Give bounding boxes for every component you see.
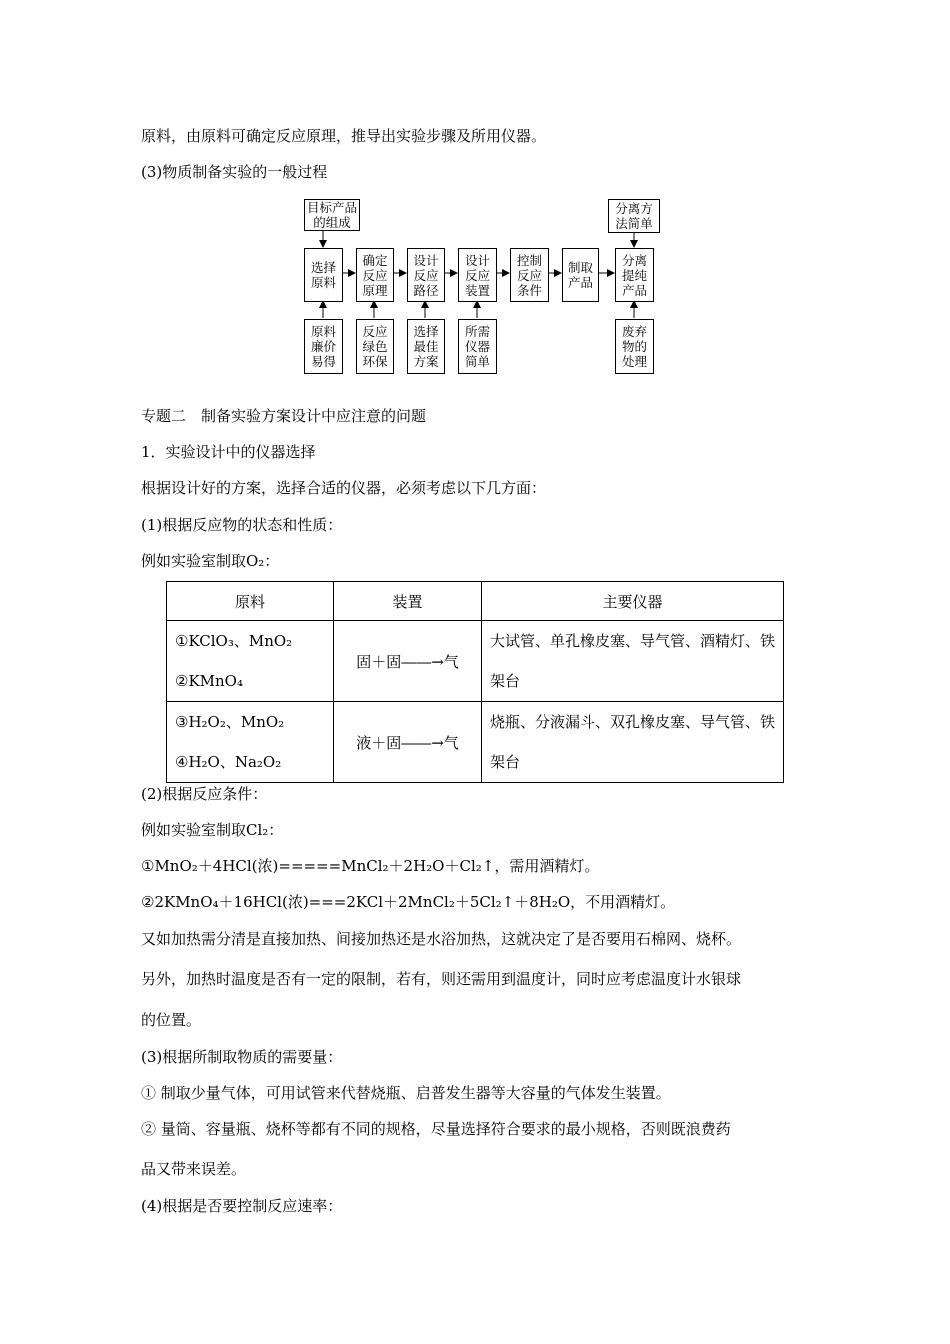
section3-title: (3)物质制备实验的一般过程 [141, 163, 328, 181]
bottom-box-1: 原料 廉价 易得 [304, 319, 343, 374]
para1: 根据设计好的方案，选择合适的仪器，必须考虑以下几方面： [141, 479, 547, 497]
material-item: ③H₂O₂、MnO₂ [175, 713, 285, 731]
materials-cell [167, 621, 334, 702]
bottom-box-4: 所需 仪器 简单 [458, 319, 497, 374]
heating-line-2: 另外，加热时温度是否有一定的限制，若有，则还需用到温度计，同时应考虑温度计水银球 [141, 970, 742, 988]
flow-step-4: 设计 反应 装置 [458, 248, 497, 302]
flow-step-2: 确定 反应 原理 [356, 248, 394, 302]
separation-method-box: 分离方 法简单 [608, 199, 660, 233]
heating-line-1: 又如加热需分清是直接加热、间接加热还是水浴加热，这就决定了是否要用石棉网、烧杯。 [141, 930, 742, 948]
material-item: ①KClO₃、MnO₂ [175, 632, 293, 650]
flow-step-7: 分离 提纯 产品 [615, 248, 654, 302]
p3: (3)根据所制取物质的需要量： [141, 1048, 343, 1066]
flow-step-6: 制取 产品 [562, 248, 599, 302]
cl2-example: 例如实验室制取Cl₂： [141, 821, 284, 839]
oxygen-apparatus-table [166, 581, 784, 783]
flow-step-5: 控制 反应 条件 [510, 248, 549, 302]
header-device: 装置 [334, 582, 482, 621]
p2: (2)根据反应条件： [141, 785, 268, 803]
flow-step-3: 设计 反应 路径 [407, 248, 445, 302]
instruments-cell: 大试管、单孔橡皮塞、导气管、酒精灯、铁架台 [482, 621, 784, 702]
topic2-heading: 专题二 制备实验方案设计中应注意的问题 [141, 407, 427, 425]
instruments-cell: 烧瓶、分液漏斗、双孔橡皮塞、导气管、铁架台 [482, 702, 784, 783]
item1-heading: 1．实验设计中的仪器选择 [141, 443, 316, 461]
bottom-box-5: 废弃 物的 处理 [615, 319, 654, 374]
material-item: ④H₂O、Na₂O₂ [175, 753, 282, 771]
target-product-box: 目标产品 的组成 [304, 199, 360, 231]
bottom-box-3: 选择 最佳 方案 [407, 319, 445, 374]
header-instruments: 主要仪器 [482, 582, 784, 621]
intro-line: 原料，由原料可确定反应原理，推导出实验步骤及所用仪器。 [141, 127, 547, 145]
materials-cell [167, 702, 334, 783]
header-materials: 原料 [167, 582, 334, 621]
device-cell: 液＋固――→气 [334, 702, 482, 783]
quantity-point-1: ① 制取少量气体，可用试管来代替烧瓶、启普发生器等大容量的气体发生装置。 [141, 1084, 671, 1102]
p1: (1)根据反应物的状态和性质： [141, 516, 343, 534]
device-cell: 固＋固――→气 [334, 621, 482, 702]
equation-2: ②2KMnO₄＋16HCl(浓)===2KCl＋2MnCl₂＋5Cl₂↑＋8H₂O，不用酒精灯。 [141, 893, 676, 911]
p4: (4)根据是否要控制反应速率： [141, 1197, 343, 1215]
equation-1: ①MnO₂＋4HCl(浓)=====MnCl₂＋2H₂O＋Cl₂↑，需用酒精灯。 [141, 857, 600, 875]
heating-line-3: 的位置。 [141, 1011, 202, 1029]
quantity-point-2-cont: 品又带来误差。 [141, 1160, 247, 1178]
flow-step-1: 选择 原料 [304, 248, 343, 302]
process-flowchart [300, 196, 656, 376]
table-header-row [167, 582, 784, 621]
table-row [167, 702, 784, 783]
quantity-point-2: ② 量筒、容量瓶、烧杯等都有不同的规格，尽量选择符合要求的最小规格，否则既浪费药 [141, 1120, 731, 1138]
bottom-box-2: 反应 绿色 环保 [356, 319, 394, 374]
material-item: ②KMnO₄ [175, 672, 243, 690]
table-row [167, 621, 784, 702]
o2-example: 例如实验室制取O₂： [141, 552, 280, 570]
